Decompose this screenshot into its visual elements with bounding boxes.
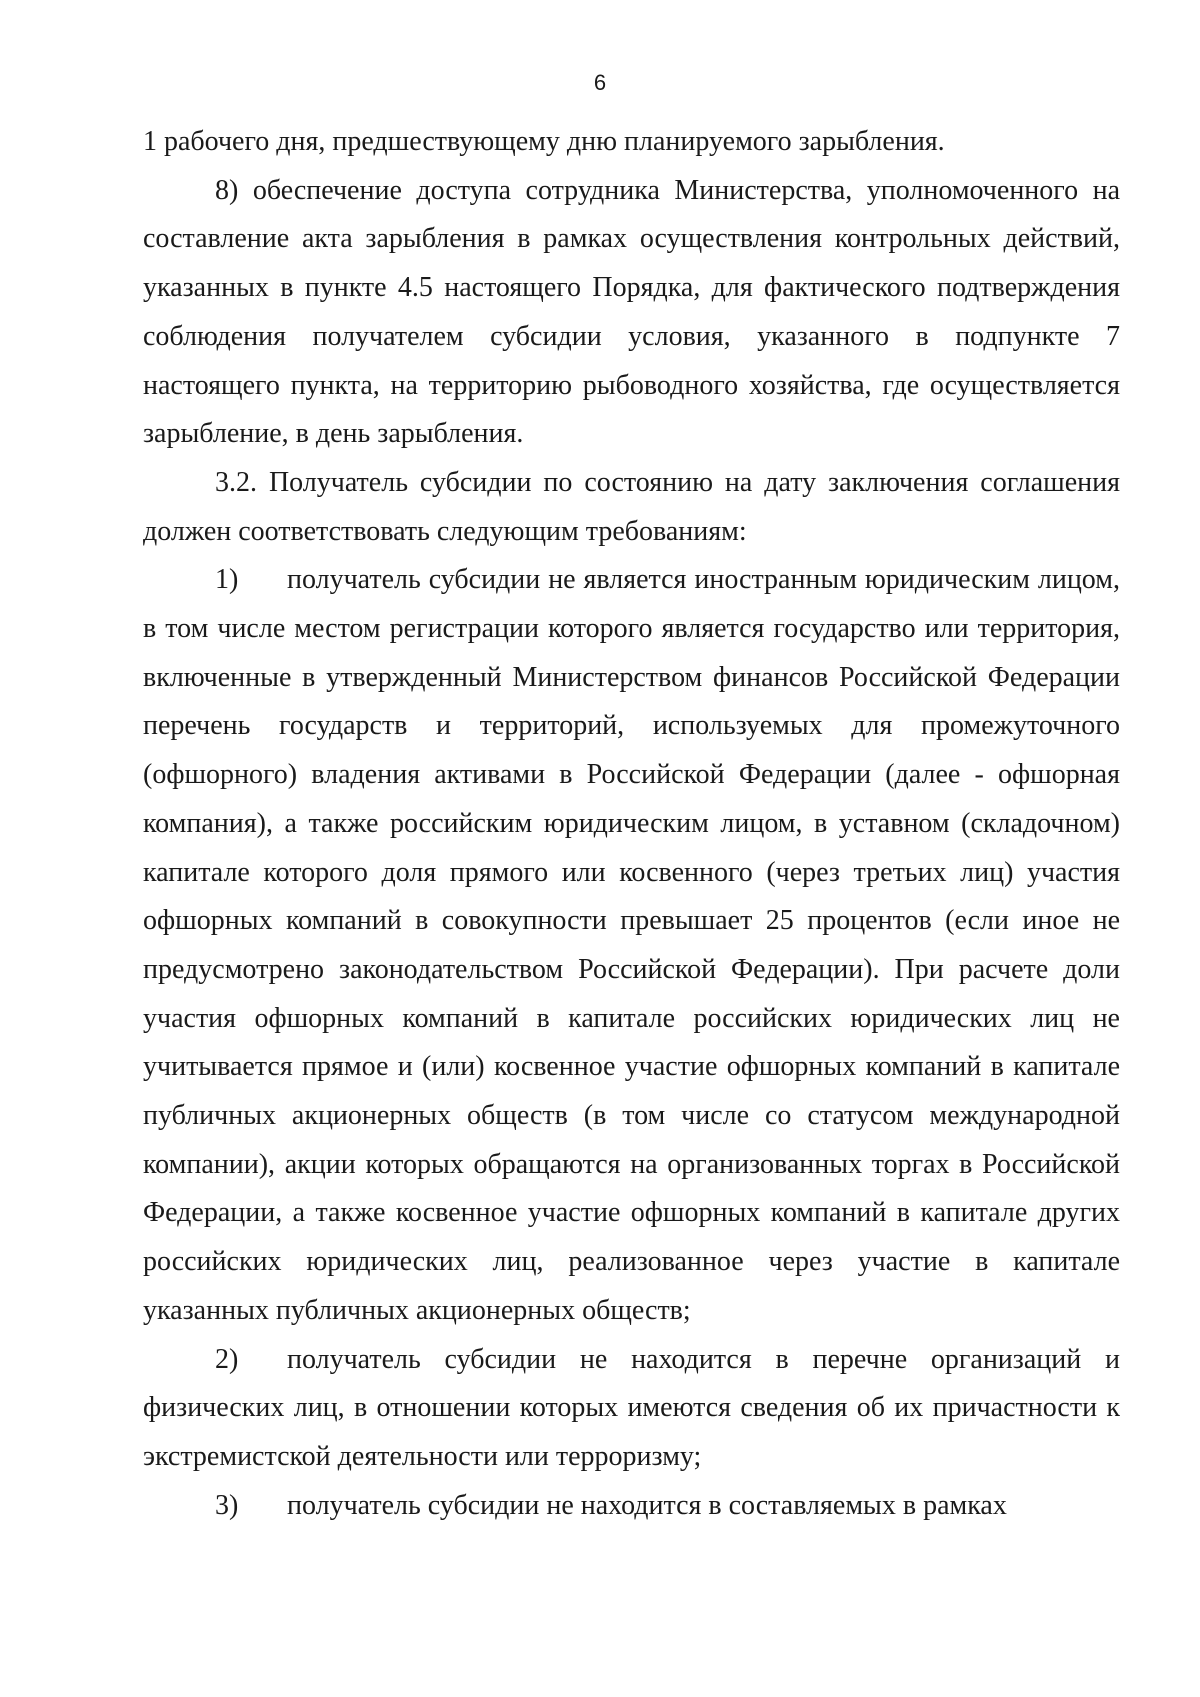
list-item-text: получатель субсидии не находится в составляемых в рамках <box>287 1489 1007 1521</box>
list-item-2 <box>143 1336 1120 1482</box>
list-item-3 <box>143 1482 1120 1531</box>
page-number: 6 <box>593 70 607 95</box>
list-number: 1) <box>215 564 239 596</box>
paragraph-item-8: 8) обеспечение доступа сотрудника Министерства, уполномоченного на составление акта зарыбления в рамках осуществления контрольных действий, указанных в пункте 4.5 настоящего Порядка, для фактического подтверждения соблюдения получателем субсидии условия, указанного в подпункте 7 настоящего пункта, на территорию рыбоводного хозяйства, где осуществляется зарыбление, в день зарыбления. <box>143 174 1120 450</box>
document-body <box>143 118 1120 1530</box>
paragraph-section-3-2: 3.2. Получатель субсидии по состоянию на дату заключения соглашения должен соответствовать следующим требованиям: <box>143 466 1120 547</box>
list-item-text: получатель субсидии не находится в перечне организаций и физических лиц, в отношении которых имеются сведения об их причастности к экстремистской деятельности или терроризму; <box>143 1343 1120 1472</box>
paragraph-continuation: 1 рабочего дня, предшествующему дню планируемого зарыбления. <box>143 126 945 157</box>
list-item-1 <box>143 556 1120 1335</box>
list-number: 3) <box>215 1489 239 1521</box>
list-number: 2) <box>215 1343 239 1375</box>
list-item-text: получатель субсидии не является иностранным юридическим лицом, в том числе местом регистрации которого является государство или территория, включенные в утвержденный Министерством финансов Российской Федерации перечень государств и территорий, используемых для промежуточного (офшорного) владения активами в Российской Федерации (далее - офшорная компания), а также российским юридическим лицом, в уставном (складочном) капитале которого доля прямого или косвенного (через третьих лиц) участия офшорных компаний в совокупности превышает 25 процентов (если иное не предусмотрено законодательством Российской Федерации). При расчете доли участия офшорных компаний в капитале российских юридических лиц не учитывается прямое и (или) косвенное участие офшорных компаний в капитале публичных акционерных обществ (в том числе со статусом международной компании), акции которых обращаются на организованных торгах в Российской Федерации, а также косвенное участие офшорных компаний в капитале других российских юридических лиц, реализованное через участие в капитале указанных публичных акционерных обществ; <box>143 564 1120 1326</box>
